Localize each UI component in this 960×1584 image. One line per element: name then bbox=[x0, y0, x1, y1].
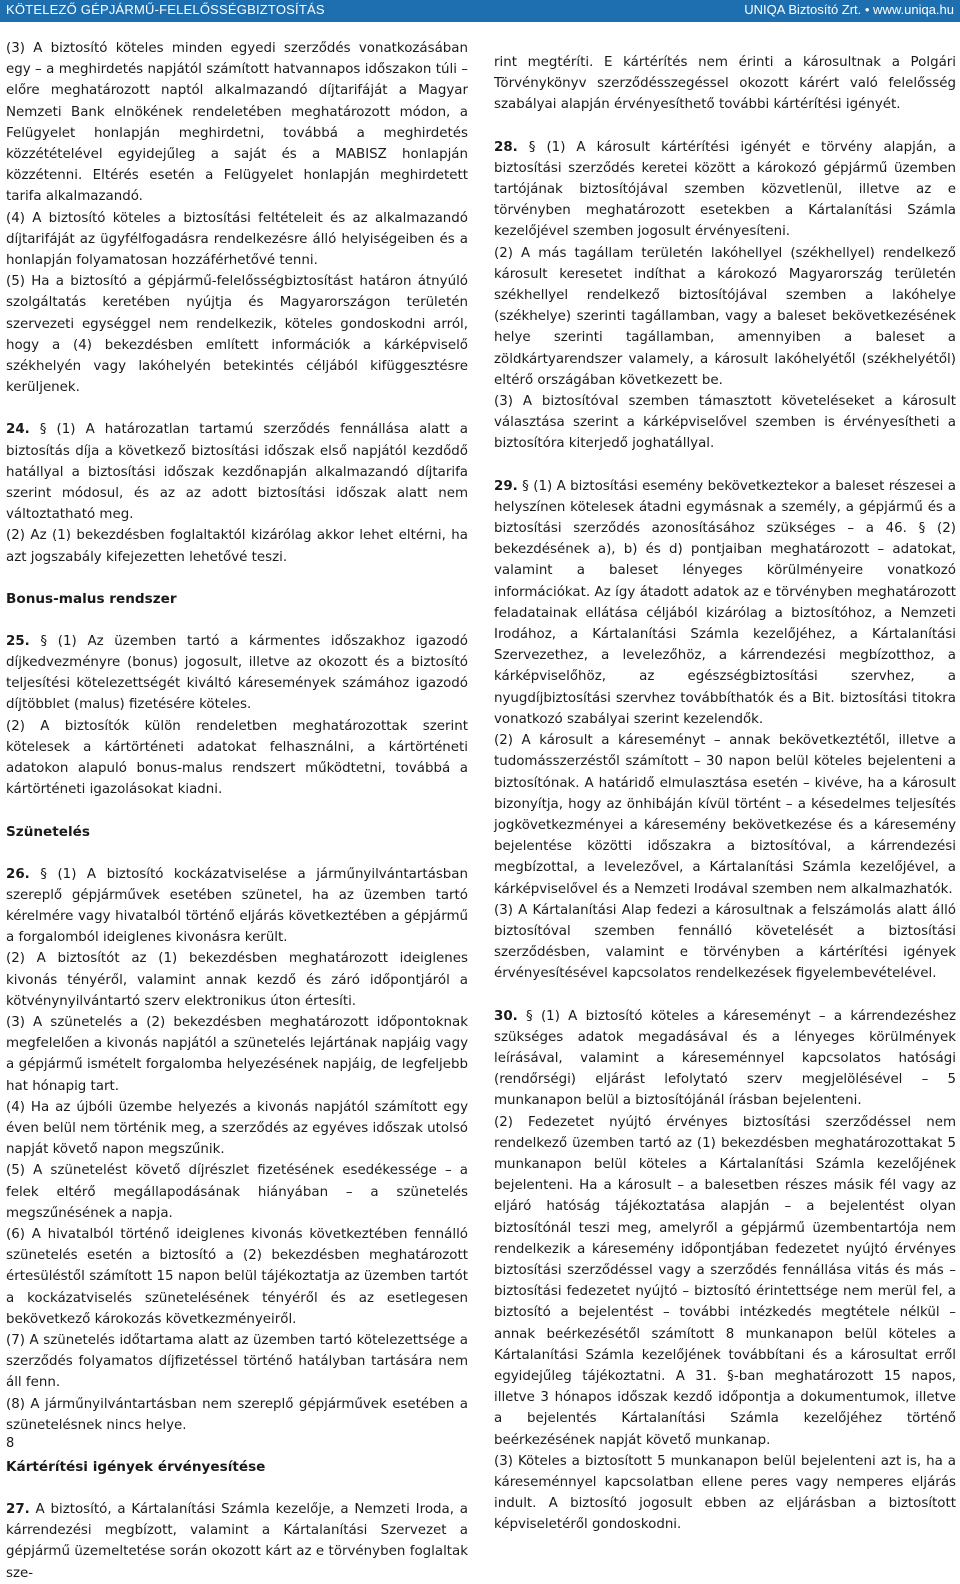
body-paragraph: rint megtéríti. E kártérítés nem érinti a károsultnak a Polgári Törvénykönyv szerződésszegéssel okozott kárért való felelősség szabályai alapján érvényesíthető további kártérítési igényét. bbox=[494, 55, 956, 113]
header-title: KÖTELEZŐ GÉPJÁRMŰ-FELELŐSSÉGBIZTOSÍTÁS bbox=[6, 2, 325, 17]
body-paragraph: (8) A járműnyilvántartásban nem szereplő gépjárművek esetében a szünetelésnek nincs helye. bbox=[6, 1396, 468, 1433]
section-paragraph bbox=[6, 864, 468, 949]
page-number: 8 bbox=[6, 1436, 15, 1451]
body-paragraph: (3) Köteles a biztosított 5 munkanapon belül bejelenteni azt is, ha a káreseménnyel kapcsolatban ellene peres vagy nemperes eljárás indult. A biztosító jogosult ebben az eljárásban a biztosított képviseletéről gondoskodni. bbox=[494, 1453, 956, 1533]
section-text: § (1) A biztosító köteles a káreseményt – a kárrendezéshez szükséges adatok megadásával és a lényeges körülmények leírásával, valamint a káreseménnyel kapcsolatos hatósági (rendőrségi) eljárást lefolytató szerv megjelölésével – 5 munkanapon belül a biztosítójánál írásban bejelenteni. bbox=[494, 1008, 956, 1109]
section-number: 25. bbox=[6, 633, 30, 649]
section-paragraph bbox=[494, 476, 956, 730]
body-paragraph: (5) Ha a biztosító a gépjármű-felelősségbiztosítást határon átnyúló szolgáltatás keretében nyújtja és Magyarországon területén szervezeti egységgel nem rendelkezik, köteles gondoskodni arról, hogy a (4) bekezdésben említett információk a kárképviselő székhelyén vagy lakóhelyén betekintés céljából kifüggesztésre kerüljenek. bbox=[6, 274, 468, 396]
body-paragraph: (3) A biztosító köteles minden egyedi szerződés vonatkozásában egy – a meghirdetés napjától számított hatvannapos időszakon túli – előre meghatározott naptól alkalmazandó díjtarifáját a Magyar Nemzeti Bank elnökének rendeletében meghatározott módon, a Felügyelet honlapján meghirdetni, továbbá a meghirdetés közzétételével egyidejűleg a saját és a MABISZ honlapján közzétenni. Eltérés esetén a Felügyelet honlapján meghirdetett tarifa alkalmazandó. bbox=[6, 41, 468, 205]
right-text-column bbox=[494, 52, 956, 1536]
section-heading: Kártérítési igények érvényesítése bbox=[6, 1458, 266, 1475]
header-publisher: UNIQA Biztosító Zrt. • www.uniqa.hu bbox=[744, 2, 954, 17]
section-paragraph bbox=[494, 137, 956, 243]
body-paragraph: (4) Ha az újbóli üzembe helyezés a kivonás napjától számított egy éven belül nem történik meg, a szerződés az egyéves időszak utolsó napját követő napon megszűnik. bbox=[6, 1099, 468, 1158]
section-paragraph bbox=[494, 1006, 956, 1112]
body-paragraph: (2) A más tagállam területén lakóhellyel (székhellyel) rendelkező károsult keresetet indíthat a károkozó Magyarország területén székhellyel rendelkező biztosítójával szemben a lakóhelye (székhelye) szerinti tagállamban, vagy a baleset bekövetkezésének helye szerinti tagállamban, amennyiben a baleset a zöldkártyarendszer valamely, a károsult lakóhelyétől (székhelyétől) eltérő országában következett be. bbox=[494, 245, 956, 388]
section-paragraph bbox=[6, 631, 468, 716]
body-paragraph: (2) A biztosítót az (1) bekezdésben meghatározott ideiglenes kivonás tényéről, valamint annak kezdő és záró időpontjáról a kötvénynyilvántartó szerv elektronikus úton értesíti. bbox=[6, 951, 468, 1009]
section-paragraph bbox=[6, 419, 468, 525]
section-number: 26. bbox=[6, 866, 30, 882]
section-heading: Bonus-malus rendszer bbox=[6, 590, 177, 607]
section-number: 30. bbox=[494, 1008, 518, 1024]
left-text-column bbox=[6, 38, 468, 1584]
body-paragraph: (7) A szünetelés időtartama alatt az üzemben tartó kötelezettsége a szerződés folyamatos díjfizetéssel történő hatályban tartására nem áll fenn. bbox=[6, 1332, 468, 1391]
body-paragraph: (2) A károsult a káreseményt – annak bekövetkeztétől, illetve a tudomásszerzéstől számított – 30 napon belül köteles bejelenteni a biztosítónak. A határidő elmulasztása esetén – kivéve, ha a károsult bizonyítja, hogy az önhibáján kívül történt – a késedelmes teljesítés jogkövetkezményei a káresemény bekövetkezése és a káresemény bejelentése közötti időszakra a biztosítóval, a kárrendezési megbízottal, a levelezővel, a Kártalanítási Számla kezelőjével, a kárképviselővel és a Nemzeti Irodával szemben nem alkalmazhatók. bbox=[494, 733, 956, 897]
section-number: 27. bbox=[6, 1501, 30, 1517]
section-text: § (1) A biztosítási esemény bekövetkeztekor a baleset részesei a helyszínen kötelesek átadni egymásnak a személy, a gépjármű és a biztosítási szerződés azonosításához szükséges – a 46. § (2) bekezdésének a), b) és d) pontjaiban meghatározott – adatokat, valamint a baleset lényeges körülményeire vonatkozó információkat. Az így átadott adatok az e törvényben meghatározott feladatainak ellátása céljából kizárólag a biztosítóhoz, a Nemzeti Irodához, a Kártalanítási Számla kezelőjéhez, a Kártalanítási Szervezethez, a levelezőhöz, a kárrendezési megbízotthoz, a kárképviselőhöz, az egészségbiztosítási szervhez, a nyugdíjbiztosítási szervhez továbbíthatók és a Bit. biztosítási titokra vonatkozó szabályai szerint kezelendők. bbox=[494, 478, 956, 727]
body-paragraph: (5) A szünetelést követő díjrészlet fizetésének esedékessége – a felek eltérő megállapodásának hiányában – a szünetelés megszűnésének a napja. bbox=[6, 1163, 468, 1221]
section-number: 28. bbox=[494, 139, 518, 155]
section-text: § (1) A határozatlan tartamú szerződés fennállása alatt a biztosítás díja a következő biztosítási időszak első napjától kezdődő hatállyal a biztosítási időszak kezdőnapján alkalmazandó díjtarifa szerint módosul, és az az adott biztosítási időszak alatt nem változtatható meg. bbox=[6, 422, 468, 523]
section-text: A biztosító, a Kártalanítási Számla kezelője, a Nemzeti Iroda, a kárrendezési megbízott, valamint a Kártalanítási Szervezet a gépjármű üzemeltetése során okozott kárt az e törvényben foglaltak sze- bbox=[6, 1501, 468, 1581]
body-paragraph: (4) A biztosító köteles a biztosítási feltételeit és az alkalmazandó díjtarifáját az ügyfélfogadásra rendelkezésre álló helyiségeiben és a honlapján folyamatosan hozzáférhetővé tenni. bbox=[6, 210, 468, 269]
section-text: § (1) Az üzemben tartó a kármentes időszakhoz igazodó díjkedvezményre (bonus) jogosult, illetve az okozott és a biztosító teljesítési kötelezettségét kiváltó káresemények számához igazodó díjtöbblet (malus) fizetésére köteles. bbox=[6, 633, 468, 713]
body-paragraph: (2) Az (1) bekezdésben foglaltaktól kizárólag akkor lehet eltérni, ha azt jogszabály kifejezetten lehetővé teszi. bbox=[6, 528, 468, 565]
section-paragraph bbox=[6, 1499, 468, 1584]
body-paragraph: (3) A biztosítóval szemben támasztott követeléseket a károsult választása szerint a kárképviselővel szemben is érvényesítheti a biztosítóra kiterjedő joghatállyal. bbox=[494, 394, 956, 452]
body-paragraph: (2) Fedezetet nyújtó érvényes biztosítási szerződéssel nem rendelkező üzemben tartó az (1) bekezdésben meghatározottakat 5 munkanapon belül köteles a Kártalanítási Számla kezelőjének bejelenteni. Ha a károsult – a balesetben részes másik fél vagy az eljáró hatóság tájékoztatása alapján – a bejelentést olyan biztosítónál teszi meg, amelyről a gépjármű üzembentartója nem rendelkezik a káresemény időpontjában fedezetet nyújtó érvényes biztosítási szerződéssel vagy a szerződés fennállása vitás és más – biztosítási fedezetet nyújtó – biztosító érintettsége nem merül fel, a biztosító a bejelentést – további intézkedés megtétele nélkül – annak beérkezésétől számított 8 munkanapon belül köteles a Kártalanítási Számla kezelőjének továbbítani és a károsultat erről egyidejűleg tájékoztatni. A 31. §-ban meghatározott 15 napos, illetve 3 hónapos időszak kezdő időpontja a dokumentumok, illetve a bejelentés Kártalanítási Számla kezelőjéhez történő beérkezésének napját követő munkanap. bbox=[494, 1114, 956, 1448]
section-number: 24. bbox=[6, 422, 30, 438]
body-paragraph: (6) A hivatalból történő ideiglenes kivonás következtében fennálló szünetelés esetén a biztosító a (2) bekezdésben meghatározott értesüléstől számított 15 napon belül tájékoztatja az üzemben tartót a kockázatviselés szünetelésének tényéről és az esetlegesen bekövetkező károkozás következményeiről. bbox=[6, 1226, 468, 1327]
body-paragraph: (3) A Kártalanítási Alap fedezi a károsultnak a felszámolás alatt álló biztosítóval szemben fennálló követelését a biztosítási szerződésben, valamint e törvényben a kártérítési igények érvényesítésével kapcsolatos rendelkezések figyelembevételével. bbox=[494, 902, 956, 982]
body-paragraph: (3) A szünetelés a (2) bekezdésben meghatározott időpontoknak megfelelően a kivonás napjától a szünetelés lejártának napjáig vagy a gépjármű ismételt forgalomba helyezésének napjáig, de legfeljebb hat hónapig tart. bbox=[6, 1014, 468, 1094]
section-heading: Szünetelés bbox=[6, 823, 90, 840]
section-text: § (1) A károsult kártérítési igényét e törvény alapján, a biztosítási szerződés keretei között a károkozó gépjármű üzemben tartójának biztosítójával szemben közvetlenül, illetve az e törvényben meghatározott esetekben a Kártalanítási Számla kezelőjével szemben jogosult érvényesíteni. bbox=[494, 139, 956, 240]
running-header bbox=[0, 0, 960, 22]
body-paragraph: (2) A biztosítók külön rendeletben meghatározottak szerint kötelesek a kártörténeti adatokat felhasználni, a kártörténeti adatokon alapuló bonus-malus rendszert működtetni, továbbá a kártörténeti igazolásokat kiadni. bbox=[6, 718, 468, 798]
section-text: § (1) A biztosító kockázatviselése a járműnyilvántartásban szereplő gépjárművek esetében szünetel, ha az üzemben tartó kérelmére vagy hivatalból történő eljárás következtében a gépjármű a forgalomból ideiglenes kivonásra került. bbox=[6, 866, 468, 946]
section-number: 29. bbox=[494, 478, 518, 494]
